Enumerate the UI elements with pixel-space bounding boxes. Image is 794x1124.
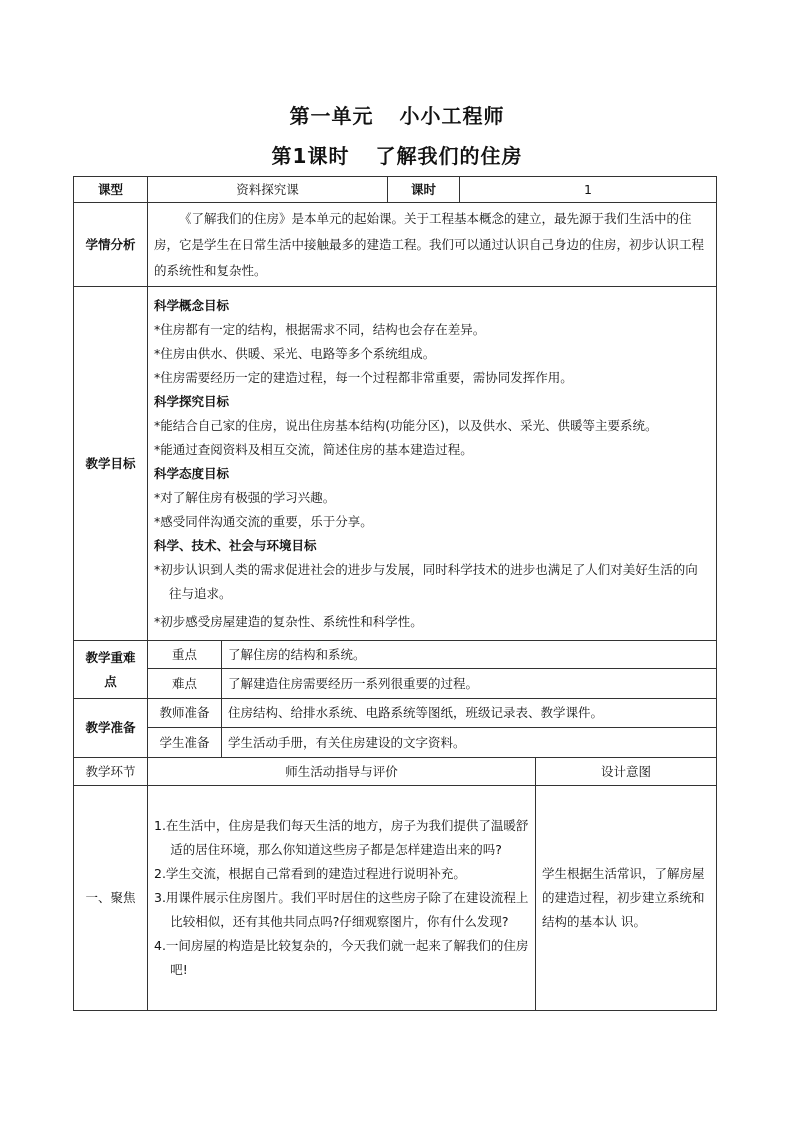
unit-title: 第一单元 小小工程师 — [289, 104, 505, 128]
key-label: 教学重难点 — [74, 641, 148, 699]
stage1-design: 学生根据生活常识，了解房屋的建造过程，初步建立系统和结构的基本认 识。 — [536, 786, 717, 1011]
difficulty-value: 了解建造住房需要经历一系列很重要的过程。 — [222, 669, 717, 699]
analysis-label: 学情分析 — [74, 203, 148, 287]
goal-heading: 科学探究目标 — [154, 393, 230, 409]
row-type — [74, 177, 717, 203]
goals-label: 教学目标 — [74, 287, 148, 641]
analysis-text: 《了解我们的住房》是本单元的起始课。关于工程基本概念的建立，最先源于我们生活中的住房，它是学生在日常生活中接触最多的建造工程。我们可以通过认识自己身边的住房，初步认识工程的系统性和复杂性。 — [148, 203, 717, 287]
row-stage-header — [74, 758, 717, 786]
stage1-steps — [148, 786, 536, 1011]
goal-heading: 科学态度目标 — [154, 465, 230, 481]
step-item: 3.用课件展示住房图片。我们平时居住的这些房子除了在建设流程上比较相似，还有其他共同点吗?仔细观察图片，你有什么发现? — [154, 890, 529, 929]
row-key-point — [74, 641, 717, 669]
goal-heading: 科学、技术、社会与环境目标 — [154, 537, 317, 553]
goal-heading: 科学概念目标 — [154, 297, 230, 313]
period-value: 1 — [460, 177, 717, 203]
row-difficulty — [74, 669, 717, 699]
goals-content — [148, 287, 717, 641]
step-item: 1.在生活中，住房是我们每天生活的地方，房子为我们提供了温暖舒适的居住环境，那么你知道这些房子都是怎样建造出来的吗? — [154, 818, 529, 857]
type-label: 课型 — [74, 177, 148, 203]
key-point-label: 重点 — [148, 641, 222, 669]
period-label: 课时 — [388, 177, 460, 203]
student-prep-value: 学生活动手册，有关住房建设的文字资料。 — [222, 728, 717, 758]
goal-item: *感受同伴沟通交流的重要，乐于分享。 — [154, 513, 373, 529]
type-value: 资料探究课 — [148, 177, 388, 203]
row-student-prep — [74, 728, 717, 758]
row-stage-1 — [74, 786, 717, 1011]
student-prep-label: 学生准备 — [148, 728, 222, 758]
design-header: 设计意图 — [536, 758, 717, 786]
lesson-plan-table — [73, 176, 717, 1011]
goal-item: *初步感受房屋建造的复杂性、系统性和科学性。 — [154, 613, 423, 629]
goal-item: *住房都有一定的结构，根据需求不同，结构也会存在差异。 — [154, 321, 486, 337]
stage1-label: 一、聚焦 — [74, 786, 148, 1011]
step-item: 2.学生交流，根据自己常看到的建造过程进行说明补充。 — [154, 866, 466, 881]
goal-item: *住房由供水、供暖、采光、电路等多个系统组成。 — [154, 345, 436, 361]
difficulty-label: 难点 — [148, 669, 222, 699]
stage-label: 教学环节 — [74, 758, 148, 786]
activity-header: 师生活动指导与评价 — [148, 758, 536, 786]
lesson-title: 第1课时 了解我们的住房 — [271, 144, 523, 168]
teacher-prep-label: 教师准备 — [148, 699, 222, 728]
goal-item: *住房需要经历一定的建造过程，每一个过程都非常重要，需协同发挥作用。 — [154, 369, 573, 385]
goal-item: *对了解住房有极强的学习兴趣。 — [154, 489, 336, 505]
step-item: 4.一间房屋的构造是比较复杂的，今天我们就一起来了解我们的住房吧! — [154, 938, 529, 977]
prep-label: 教学准备 — [74, 699, 148, 758]
teacher-prep-value: 住房结构、给排水系统、电路系统等图纸，班级记录表、教学课件。 — [222, 699, 717, 728]
row-analysis — [74, 203, 717, 287]
key-point-value: 了解住房的结构和系统。 — [222, 641, 717, 669]
goal-item: *能通过查阅资料及相互交流，简述住房的基本建造过程。 — [154, 441, 473, 457]
goal-item: *能结合自己家的住房，说出住房基本结构(功能分区)，以及供水、采光、供暖等主要系统。 — [154, 417, 658, 433]
goal-item: *初步认识到人类的需求促进社会的进步与发展，同时科学技术的进步也满足了人们对美好生活的向往与追求。 — [154, 561, 698, 601]
row-teacher-prep — [74, 699, 717, 728]
row-goals — [74, 287, 717, 641]
